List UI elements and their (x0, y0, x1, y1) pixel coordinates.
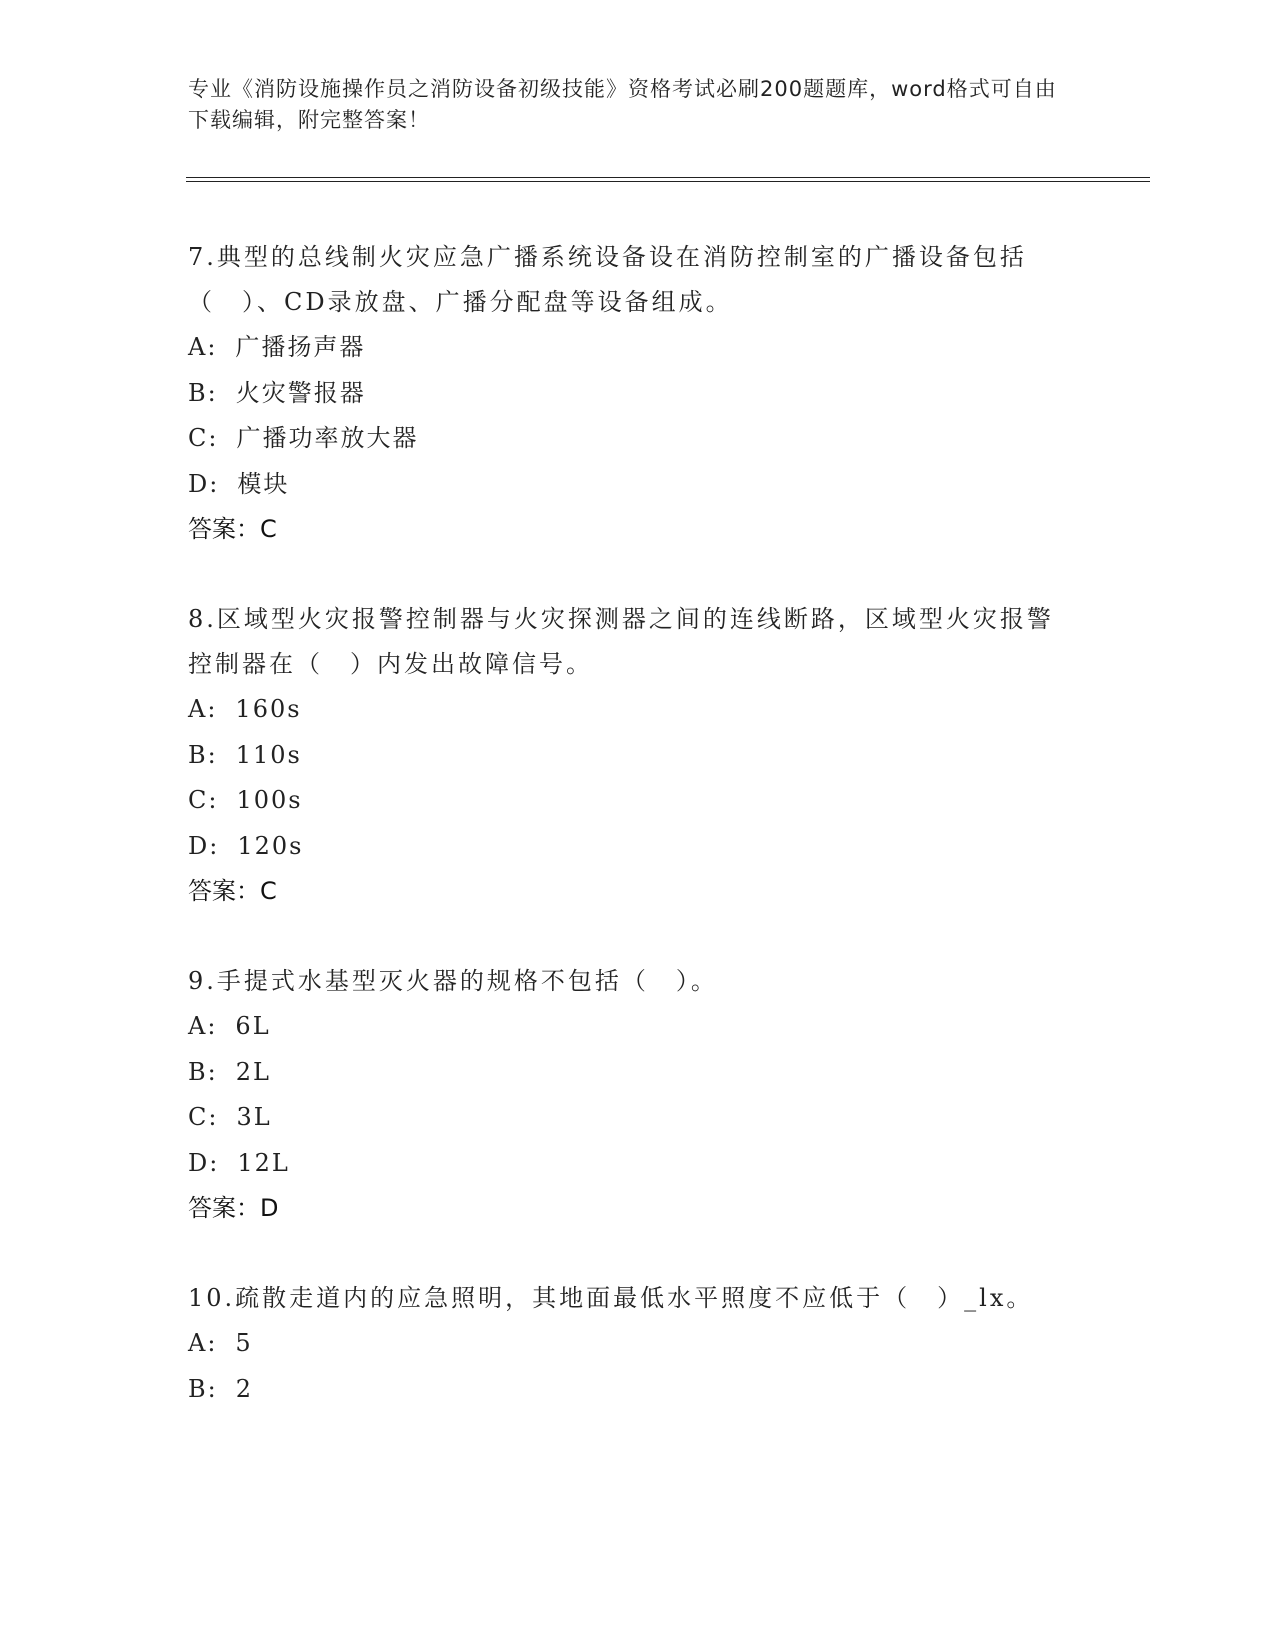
option-key: A: (188, 695, 218, 723)
option-b (188, 733, 1068, 779)
option-b (188, 1050, 1068, 1096)
document-header: 专业《消防设施操作员之消防设备初级技能》资格考试必刷200题题库，word格式可自由下载编辑，附完整答案！ (188, 77, 1057, 132)
option-c (188, 416, 1068, 462)
question-text: 9.手提式水基型灭火器的规格不包括（ ）。 (188, 967, 718, 995)
question-8 (188, 597, 1068, 914)
option-key: C: (188, 424, 219, 452)
option-key: A: (188, 1329, 218, 1357)
option-value: 火灾警报器 (235, 378, 366, 407)
option-key: B: (188, 740, 218, 769)
option-value: 120s (237, 831, 304, 860)
option-d (188, 1141, 1068, 1187)
option-d (188, 824, 1068, 870)
option-value: 100s (236, 786, 303, 814)
option-key: C: (188, 786, 219, 814)
option-value: 模块 (237, 469, 290, 498)
question-10 (188, 1276, 1068, 1412)
question-9 (188, 959, 1068, 1231)
answer-line: 答案：D (188, 1194, 279, 1222)
answer-line: 答案：C (188, 877, 277, 905)
answer-line: 答案：C (188, 515, 277, 543)
option-key: B: (188, 1374, 218, 1403)
option-value: 2 (235, 1374, 254, 1403)
option-value: 2L (235, 1057, 271, 1086)
option-value: 5 (235, 1329, 253, 1357)
option-value: 6L (235, 1012, 271, 1040)
header-divider-bottom (186, 181, 1150, 182)
option-key: D: (188, 1148, 220, 1177)
option-key: D: (188, 831, 220, 860)
option-a (188, 1321, 1068, 1367)
option-value: 12L (237, 1148, 290, 1177)
question-text: 8.区域型火灾报警控制器与火灾探测器之间的连线断路，区域型火灾报警控制器在（ ）内发出故障信号。 (188, 605, 1054, 678)
option-value: 160s (235, 695, 302, 723)
header-divider-top (186, 177, 1150, 178)
option-key: A: (188, 1012, 218, 1040)
option-value: 3L (236, 1103, 272, 1131)
question-text: 7.典型的总线制火灾应急广播系统设备设在消防控制室的广播设备包括（ ）、CD录放盘、广播分配盘等设备组成。 (188, 243, 1027, 316)
question-7 (188, 235, 1068, 552)
option-a (188, 1004, 1068, 1050)
option-a (188, 325, 1068, 371)
option-a (188, 687, 1068, 733)
option-key: B: (188, 1057, 218, 1086)
option-d (188, 462, 1068, 508)
option-key: D: (188, 469, 220, 498)
option-b (188, 371, 1068, 417)
option-value: 110s (235, 740, 302, 769)
question-text: 10.疏散走道内的应急照明，其地面最低水平照度不应低于（ ）_lx。 (188, 1284, 1034, 1312)
option-c (188, 778, 1068, 824)
option-c (188, 1095, 1068, 1141)
option-key: C: (188, 1103, 219, 1131)
option-value: 广播功率放大器 (236, 424, 419, 452)
option-key: B: (188, 378, 218, 407)
option-key: A: (188, 333, 218, 361)
option-value: 广播扬声器 (235, 333, 366, 361)
question-list (188, 235, 1068, 1412)
option-b (188, 1367, 1068, 1413)
